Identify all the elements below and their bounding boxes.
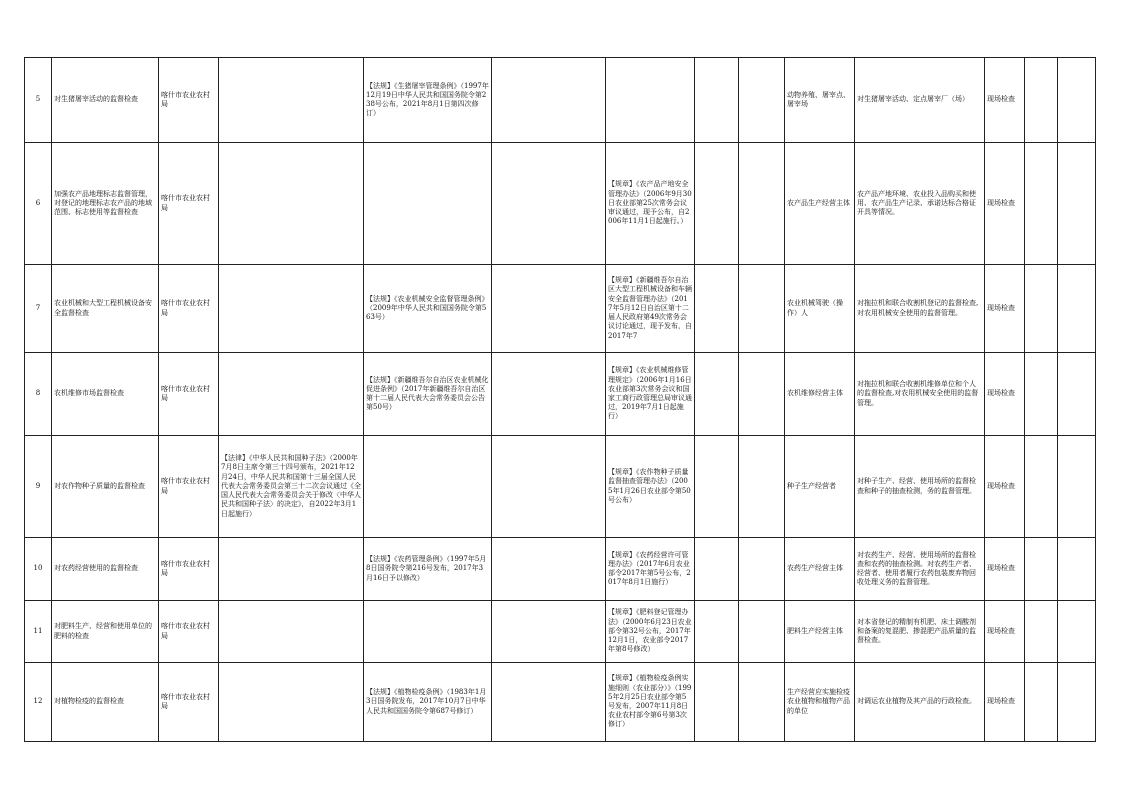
inspection-item	[52, 265, 159, 353]
blank-cell	[1058, 265, 1096, 353]
blank-cell	[492, 265, 606, 353]
row-number-text: 6	[35, 198, 41, 207]
rule-basis	[606, 143, 695, 265]
inspection-method-text: 现场检查	[987, 389, 1015, 398]
table-row	[25, 436, 1096, 538]
inspection-table	[24, 57, 1096, 742]
department-text: 喀什市农业农村局	[161, 477, 210, 495]
inspection-content	[855, 143, 985, 265]
row-number-text: 11	[33, 626, 43, 635]
inspection-item	[52, 663, 159, 742]
inspection-item	[52, 601, 159, 663]
department	[159, 601, 219, 663]
regulation-basis-text: 【法规】《农业机械安全监督管理条例》（2009年中华人民共和国国务院令第563号）	[366, 294, 489, 322]
inspection-item	[52, 436, 159, 538]
table-body	[25, 58, 1096, 742]
blank-cell	[739, 58, 785, 143]
row-number	[25, 353, 52, 436]
inspection-item-text: 对农药经营使用的监督检查	[54, 564, 138, 573]
inspection-item-text: 对生猪屠宰活动的监督检查	[54, 95, 138, 104]
law-basis	[219, 265, 364, 353]
inspection-method-text: 现场检查	[987, 95, 1015, 104]
row-number	[25, 538, 52, 601]
blank-cell	[1058, 58, 1096, 143]
department-text: 喀什市农业农村局	[161, 559, 210, 577]
row-number-text: 5	[35, 95, 41, 104]
inspection-target	[785, 436, 855, 538]
blank-cell	[695, 353, 739, 436]
inspection-method	[985, 663, 1025, 742]
inspection-method-text: 现场检查	[987, 626, 1015, 635]
blank-cell	[1025, 601, 1058, 663]
table-row	[25, 353, 1096, 436]
inspection-content	[855, 353, 985, 436]
inspection-item-text: 农业机械和大型工程机械设备安全监督检查	[54, 299, 152, 317]
inspection-method-text: 现场检查	[987, 198, 1015, 207]
regulation-basis	[364, 58, 492, 143]
blank-cell	[739, 265, 785, 353]
department	[159, 58, 219, 143]
law-basis	[219, 538, 364, 601]
rule-basis-text: 【规章】《肥料登记管理办法》（2000年6月23日农业部令第32号公布，2017年12月1日，农业部令2017年第8号修改）	[608, 608, 692, 654]
inspection-method	[985, 601, 1025, 663]
inspection-target	[785, 538, 855, 601]
blank-cell	[695, 436, 739, 538]
inspection-item-text: 加强农产品地理标志监督管理，对登记的地理标志农产品的地域范围、标志使用等监督检查	[54, 189, 152, 217]
inspection-item	[52, 353, 159, 436]
law-basis	[219, 58, 364, 143]
department-text: 喀什市农业农村局	[161, 90, 210, 108]
department	[159, 265, 219, 353]
blank-cell	[695, 265, 739, 353]
blank-cell	[492, 538, 606, 601]
inspection-item	[52, 58, 159, 143]
blank-cell	[1025, 143, 1058, 265]
law-basis	[219, 353, 364, 436]
inspection-target-text: 生产经营应实施检疫农业植物和植物产品的单位	[787, 688, 850, 715]
inspection-method-text: 现场检查	[987, 697, 1015, 706]
inspection-target-text: 农药生产经营主体	[787, 564, 843, 573]
inspection-target-text: 农产品生产经营主体	[787, 198, 850, 207]
table-row	[25, 58, 1096, 143]
inspection-content	[855, 663, 985, 742]
blank-cell	[1058, 601, 1096, 663]
blank-cell	[492, 663, 606, 742]
inspection-content	[855, 538, 985, 601]
regulation-basis	[364, 265, 492, 353]
department	[159, 353, 219, 436]
blank-cell	[1025, 538, 1058, 601]
inspection-target	[785, 601, 855, 663]
rule-basis-text: 【规章】《农作物种子质量监督抽查管理办法》（2005年1月26日农业部令第50号公布）	[608, 468, 691, 504]
inspection-item-text: 对农作物种子质量的监督检查	[54, 481, 145, 490]
inspection-item-text: 农机维修市场监督检查	[54, 389, 124, 398]
inspection-item	[52, 143, 159, 265]
law-basis-text: 【法律】《中华人民共和国种子法》（2000年7月8日主席令第三十四号颁布，2021年12月24日，中华人民共和国第十三届全国人民代表大会常务委员会第三十二次会议通过《全国人民代表大会常务委员会关于修改〈中华人民共和国种子法〉的决定》，自2022年3月1日起施行）	[221, 454, 361, 518]
rule-basis-text: 【规章】《新疆维吾尔自治区大型工程机械设备和车辆安全监督管理办法》（2017年5月12日自治区第十二届人民政府第49次常务会议讨论通过，现予发布，自2017年7	[608, 276, 692, 340]
blank-cell	[695, 143, 739, 265]
regulation-basis	[364, 601, 492, 663]
rule-basis	[606, 58, 695, 143]
table-row	[25, 538, 1096, 601]
inspection-target-text: 农机维修经营主体	[787, 389, 843, 398]
regulation-basis	[364, 436, 492, 538]
inspection-content	[855, 436, 985, 538]
department-text: 喀什市农业农村局	[161, 384, 210, 402]
inspection-method	[985, 436, 1025, 538]
inspection-method-text: 现场检查	[987, 303, 1015, 312]
row-number	[25, 436, 52, 538]
blank-cell	[739, 663, 785, 742]
inspection-item	[52, 538, 159, 601]
regulation-basis	[364, 143, 492, 265]
inspection-method	[985, 58, 1025, 143]
blank-cell	[492, 353, 606, 436]
inspection-content-text: 农产品产地环境、农业投入品购买和使用、农产品生产记录、承诺达标合格证开具等情况。	[857, 189, 976, 217]
inspection-item-text: 对植物检疫的监督检查	[54, 697, 124, 706]
blank-cell	[1058, 436, 1096, 538]
rule-basis	[606, 601, 695, 663]
regulation-basis	[364, 663, 492, 742]
inspection-content-text: 对种子生产、经营、使用场所的监督检查和种子的抽查检测，务的监督管理。	[857, 477, 976, 495]
inspection-target	[785, 353, 855, 436]
row-number	[25, 601, 52, 663]
blank-cell	[1058, 538, 1096, 601]
row-number-text: 10	[33, 564, 43, 573]
inspection-target-text: 农业机械驾驶（操作）人	[787, 299, 843, 317]
rule-basis	[606, 265, 695, 353]
row-number	[25, 58, 52, 143]
row-number-text: 12	[33, 697, 43, 706]
table-row	[25, 601, 1096, 663]
rule-basis	[606, 538, 695, 601]
rule-basis-text: 【规章】《农业机械维修管理规定》（2006年1月16日农业部第3次常务会议和国家工商行政管理总局审议通过，2019年7月1日起施行）	[608, 366, 692, 421]
inspection-target-text: 肥料生产经营主体	[787, 626, 843, 635]
law-basis	[219, 601, 364, 663]
inspection-target	[785, 265, 855, 353]
law-basis	[219, 143, 364, 265]
department	[159, 663, 219, 742]
rule-basis	[606, 353, 695, 436]
blank-cell	[1025, 265, 1058, 353]
blank-cell	[695, 58, 739, 143]
inspection-target-text: 动物养殖、屠宰点、屠宰场	[787, 90, 850, 108]
inspection-method-text: 现场检查	[987, 564, 1015, 573]
table-row	[25, 663, 1096, 742]
blank-cell	[492, 436, 606, 538]
blank-cell	[695, 601, 739, 663]
law-basis	[219, 436, 364, 538]
inspection-method	[985, 538, 1025, 601]
blank-cell	[739, 143, 785, 265]
blank-cell	[1058, 143, 1096, 265]
row-number-text: 8	[35, 389, 41, 398]
blank-cell	[695, 663, 739, 742]
blank-cell	[492, 143, 606, 265]
department	[159, 538, 219, 601]
law-basis	[219, 663, 364, 742]
blank-cell	[739, 538, 785, 601]
inspection-target-text: 种子生产经营者	[787, 481, 836, 490]
regulation-basis-text: 【法规】《农药管理条例》（1997年5月8日国务院令第216号发布，2017年3月16日予以修改）	[366, 555, 487, 582]
regulation-basis	[364, 538, 492, 601]
blank-cell	[492, 58, 606, 143]
inspection-method-text: 现场检查	[987, 481, 1015, 490]
inspection-item-text: 对肥料生产、经营和使用单位的肥料的检查	[54, 622, 152, 640]
department-text: 喀什市农业农村局	[161, 194, 210, 212]
row-number	[25, 265, 52, 353]
row-number	[25, 663, 52, 742]
inspection-target	[785, 143, 855, 265]
inspection-content-text: 对调运农业植物及其产品的行政检查。	[857, 697, 976, 706]
blank-cell	[1058, 353, 1096, 436]
blank-cell	[739, 436, 785, 538]
inspection-method	[985, 353, 1025, 436]
blank-cell	[1025, 353, 1058, 436]
rule-basis-text: 【规章】《植物检疫条例实施细则（农业部分）》（1995年2月25日农业部令第5号发布，2007年11月8日农业农村部令第6号第3次修订）	[608, 674, 692, 729]
regulation-basis-text: 【法规】《生猪屠宰管理条例》（1997年12月19日中华人民共和国国务院令第238号公布，2021年8月1日第四次修订）	[366, 81, 489, 118]
regulation-basis-text: 【法规】《植物检疫条例》（1983年1月3日国务院发布，2017年10月7日中华人民共和国国务院令第687号修订）	[366, 688, 487, 715]
inspection-content	[855, 601, 985, 663]
blank-cell	[739, 353, 785, 436]
regulation-basis-text: 【法规】《新疆维吾尔自治区农业机械化促进条例》（2017年新疆维吾尔自治区第十二届人民代表大会常务委员会公告第50号）	[366, 375, 489, 412]
inspection-content-text: 对拖拉机和联合收割机维修单位和个人的监督检查,对农用机械安全使用的监督管理。	[857, 380, 979, 407]
inspection-content	[855, 58, 985, 143]
department-text: 喀什市农业农村局	[161, 299, 210, 317]
rule-basis	[606, 436, 695, 538]
rule-basis	[606, 663, 695, 742]
inspection-target	[785, 663, 855, 742]
department	[159, 436, 219, 538]
blank-cell	[492, 601, 606, 663]
table-row	[25, 265, 1096, 353]
row-number	[25, 143, 52, 265]
inspection-method	[985, 265, 1025, 353]
inspection-target	[785, 58, 855, 143]
blank-cell	[695, 538, 739, 601]
inspection-content-text: 对拖拉机和联合收割机登记的监督检查,对农用机械安全使用的监督管理。	[857, 299, 979, 317]
blank-cell	[1025, 58, 1058, 143]
row-number-text: 7	[35, 303, 41, 312]
department-text: 喀什市农业农村局	[161, 692, 210, 710]
row-number-text: 9	[35, 481, 41, 490]
rule-basis-text: 【规章】《农产品产地安全管理办法》（2006年9月30日农业部第25次常务会议审议通过，现予公布，自2006年11月1日起施行。）	[608, 180, 692, 226]
inspection-content-text: 对本省登记的精制有机肥、床土调酸剂和备案的复混肥、掺混肥产品质量的监督检查。	[857, 617, 976, 645]
inspection-method	[985, 143, 1025, 265]
inspection-content-text: 对生猪屠宰活动、定点屠宰厂（场）	[857, 95, 969, 104]
blank-cell	[739, 601, 785, 663]
blank-cell	[1025, 663, 1058, 742]
department-text: 喀什市农业农村局	[161, 622, 210, 640]
rule-basis-text: 【规章】《农药经营许可管理办法》（2017年6月农业部令2017年第5号公布，2017年8月1日施行）	[608, 550, 691, 587]
inspection-content	[855, 265, 985, 353]
blank-cell	[1025, 436, 1058, 538]
regulation-basis	[364, 353, 492, 436]
department	[159, 143, 219, 265]
inspection-content-text: 对农药生产、经营、使用场所的监督检查和农药的抽查检测。对农药生产者、经营者、使用者履行农药包装废弃物回收处理义务的监督管理。	[857, 550, 976, 587]
blank-cell	[1058, 663, 1096, 742]
table-row	[25, 143, 1096, 265]
